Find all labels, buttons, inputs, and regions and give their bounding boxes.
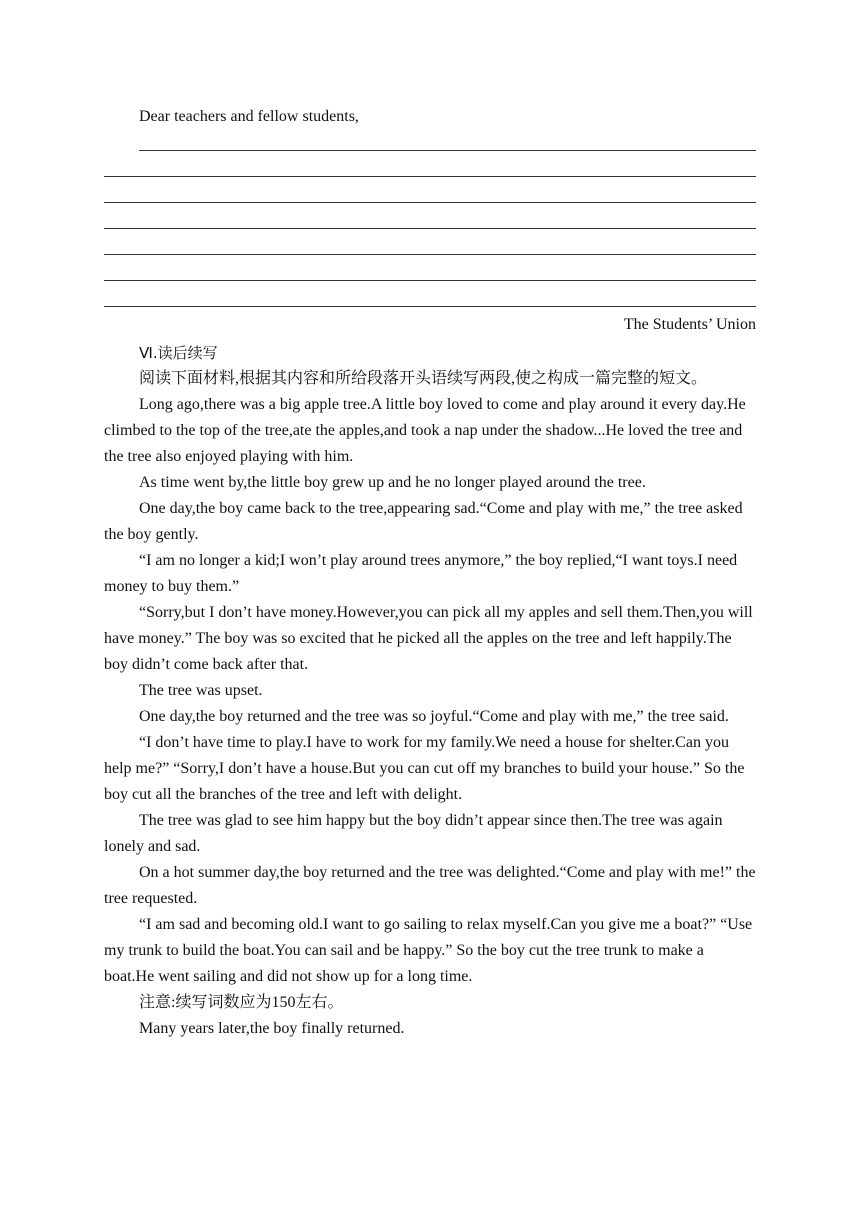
story-paragraph: One day,the boy returned and the tree was so joyful.“Come and play with me,” the tree said. [139, 708, 729, 725]
section-heading: Ⅵ.读后续写 [139, 344, 218, 362]
story-paragraph: The tree was glad to see him happy but the boy didn’t appear since then.The tree was again lonely and sad. [104, 812, 723, 855]
word-count-note: 注意:续写词数应为150左右。 [139, 994, 344, 1011]
writing-line [104, 280, 756, 281]
story-paragraph: “Sorry,but I don’t have money.However,you can pick all my apples and sell them.Then,you will have money.” The boy was so excited that he picked all the apples on the tree and left happily.The boy didn’t come back after that. [104, 604, 753, 673]
story-paragraph: As time went by,the little boy grew up and he no longer played around the tree. [139, 474, 646, 491]
story-paragraph: “I am sad and becoming old.I want to go sailing to relax myself.Can you give me a boat?” “Use my trunk to build the boat.You can sail and be happy.” So the boy cut the tree trunk to make a boat.He went sailing and did not show up for a long time. [104, 916, 753, 985]
story-paragraph: One day,the boy came back to the tree,appearing sad.“Come and play with me,” the tree asked the boy gently. [104, 500, 743, 543]
writing-line [104, 176, 756, 177]
story-paragraph: Long ago,there was a big apple tree.A little boy loved to come and play around it every day.He climbed to the top of the tree,ate the apples,and took a nap under the shadow...He loved the tree and the tree also enjoyed playing with him. [104, 396, 746, 465]
section-instruction: 阅读下面材料,根据其内容和所给段落开头语续写两段,使之构成一篇完整的短文。 [139, 370, 708, 387]
writing-line [104, 306, 756, 307]
reading-section [104, 340, 756, 1042]
writing-line [104, 254, 756, 255]
story-paragraph: “I am no longer a kid;I won’t play around trees anymore,” the boy replied,“I want toys.I need money to buy them.” [104, 552, 738, 595]
writing-line [104, 202, 756, 203]
letter-greeting: Dear teachers and fellow students, [139, 108, 359, 125]
story-paragraph: On a hot summer day,the boy returned and the tree was delighted.“Come and play with me!” the tree requested. [104, 864, 756, 907]
writing-line [104, 228, 756, 229]
writing-line [139, 150, 756, 151]
story-paragraph: The tree was upset. [139, 682, 263, 699]
letter-signature: The Students’ Union [623, 316, 756, 333]
continuation-opening: Many years later,the boy finally returned. [139, 1020, 405, 1037]
story-paragraph: “I don’t have time to play.I have to work for my family.We need a house for shelter.Can you help me?” “Sorry,I don’t have a house.But you can cut off my branches to build your house.” So the boy cut all the branches of the tree and left with delight. [104, 734, 745, 803]
